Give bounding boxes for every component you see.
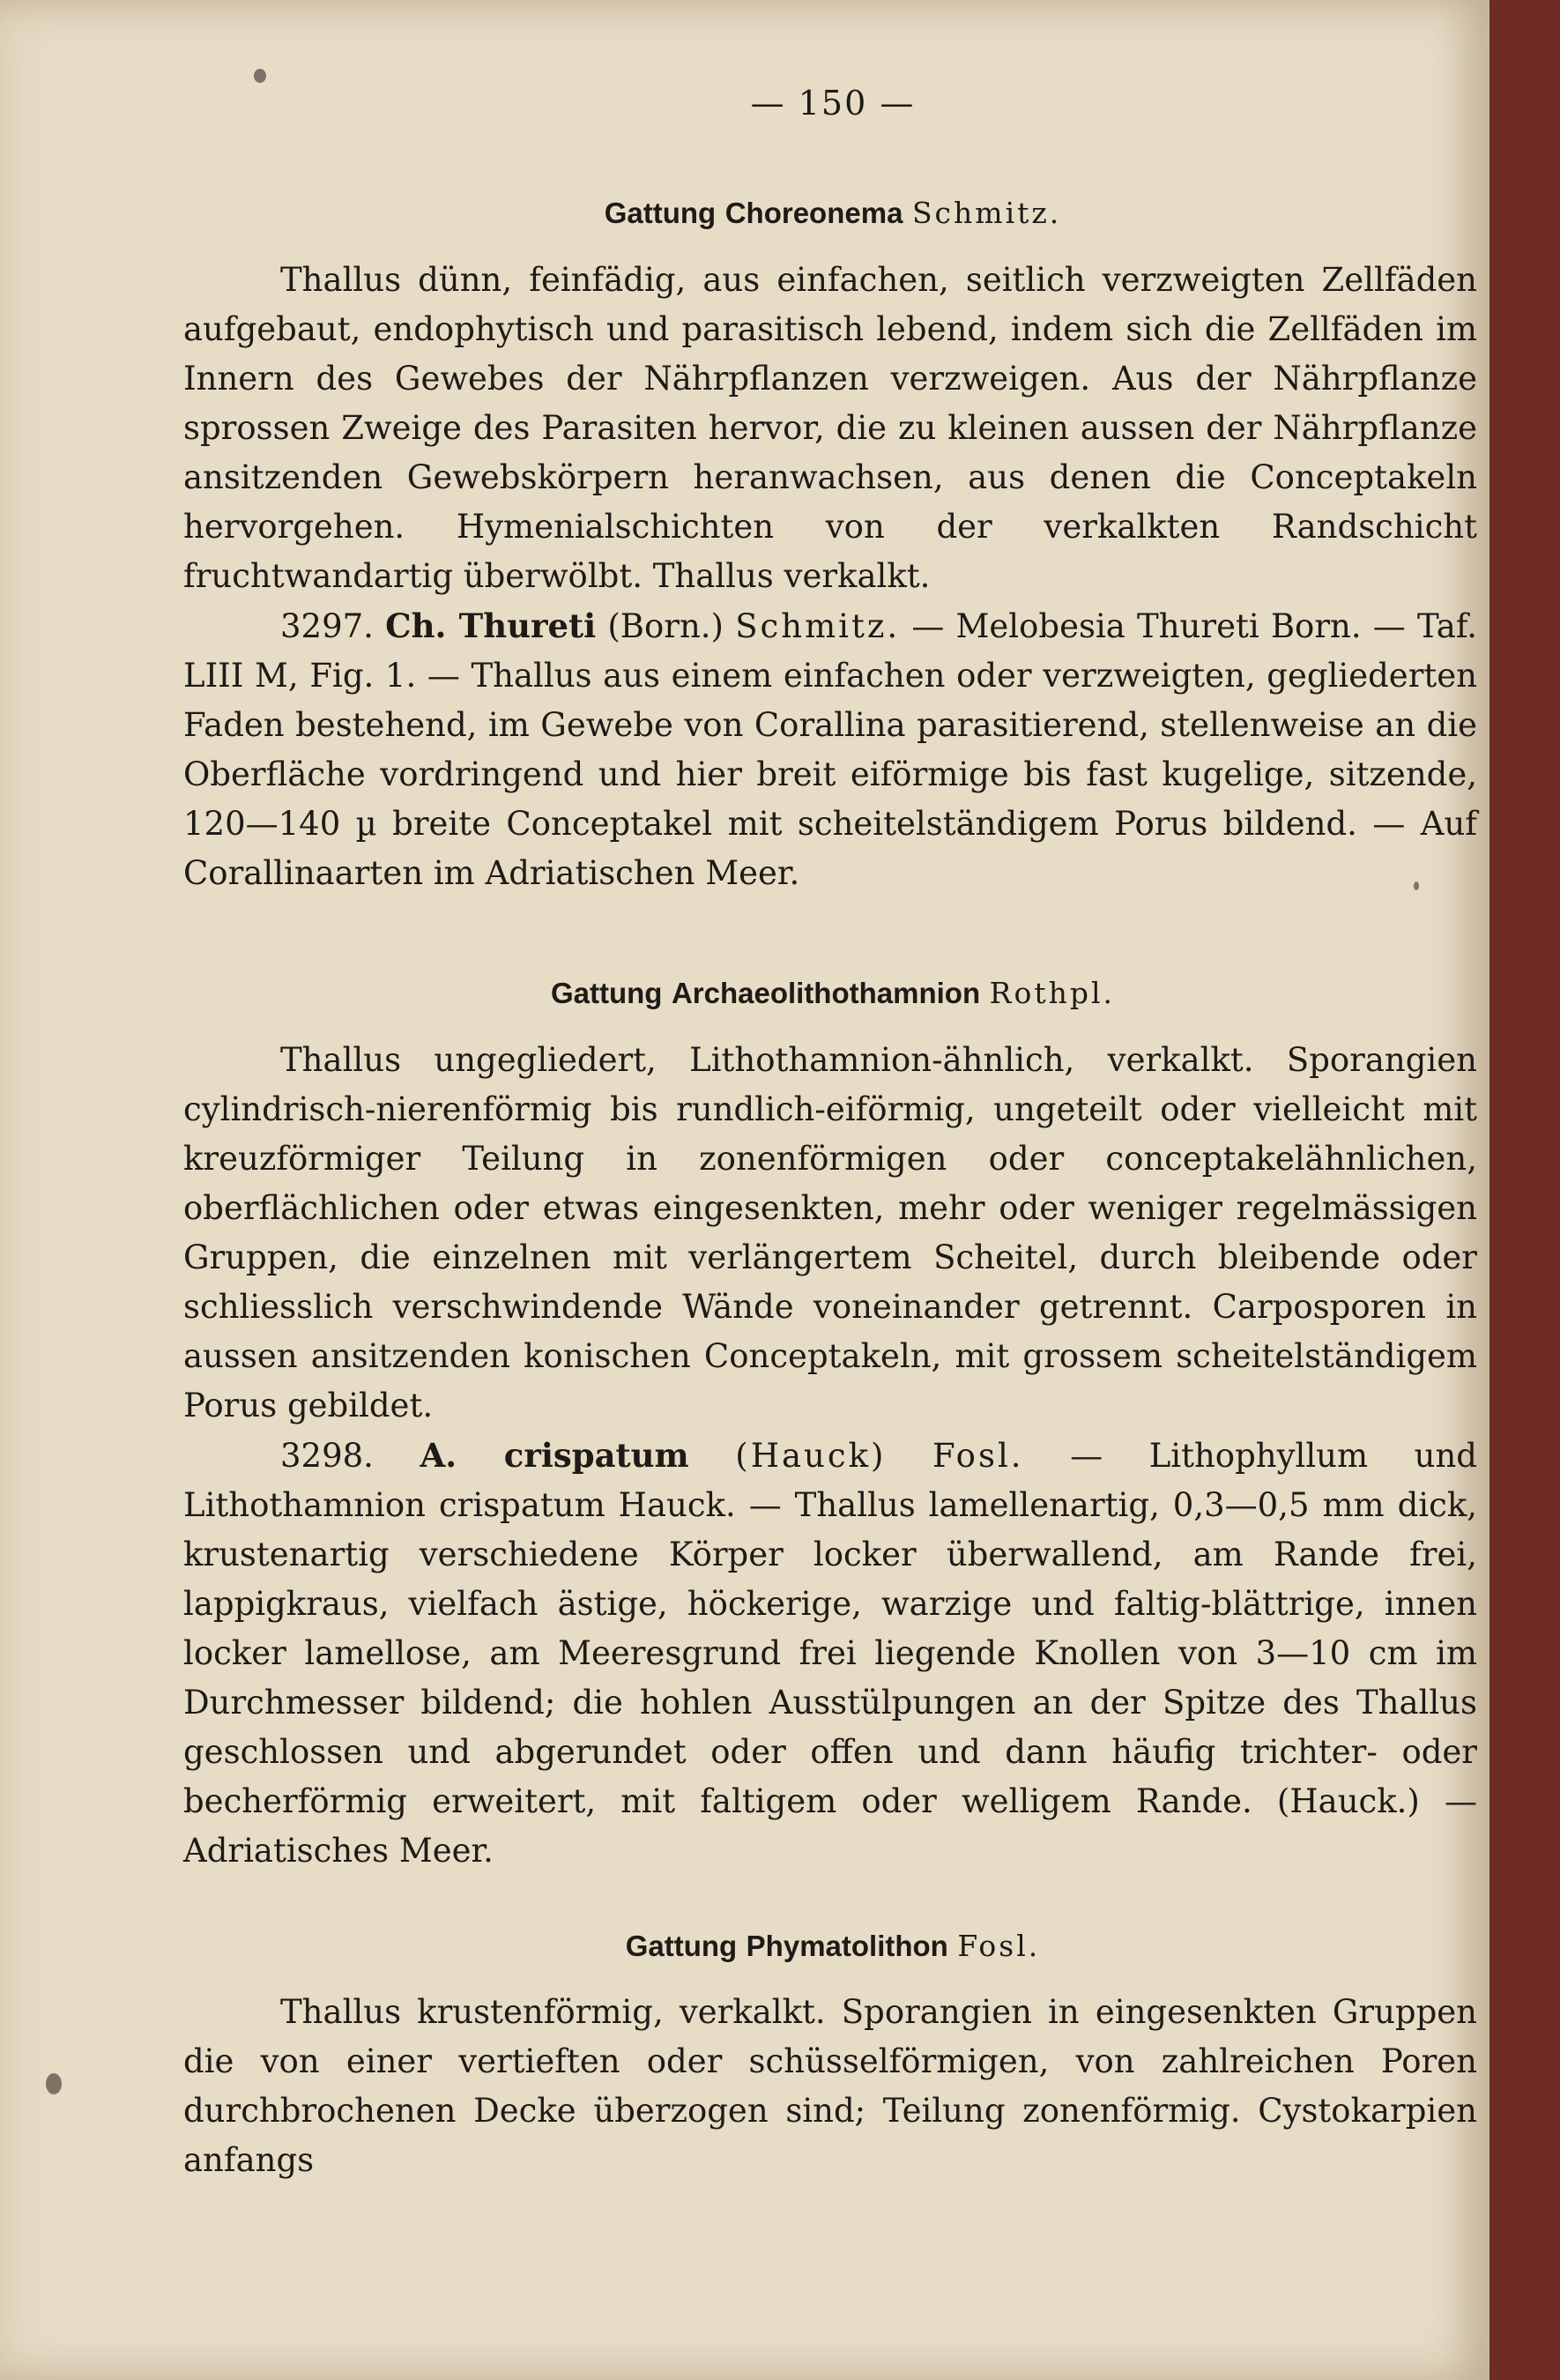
species-name: A. crispatum <box>420 1436 689 1475</box>
genus-heading-choreonema <box>0 196 1560 230</box>
genus-name: Choreonema <box>724 197 903 229</box>
genus-name: Archaeolithothamnion <box>671 977 981 1009</box>
genus-description: Thallus dünn, feinfädig, aus einfachen, seitlich verzweigten Zellfäden aufgebaut, endophytisch und parasitisch lebend, indem sich die Zellfäden im Innern des Gewebes der Nährpflanzen verzweigen. Aus der Nährpflanze sprossen Zweige des Parasiten hervor, die zu kleinen aussen der Nährpflanze ansitzenden Gewebskörpern heranwachsen, aus denen die Conceptakeln hervorgehen. Hymenialschichten von der verkalkten Randschicht fruchtwandartig überwölbt. Thallus verkalkt. <box>183 261 1477 595</box>
page-number: — 150 — <box>750 84 916 123</box>
species-number: 3297. <box>280 607 374 645</box>
species-name: Ch. Thureti <box>385 606 597 645</box>
species-author: Fosl. <box>932 1437 1024 1475</box>
section-choreonema <box>183 256 1477 898</box>
species-author: Schmitz. <box>735 607 901 645</box>
genus-name: Phymatolithon <box>746 1930 948 1962</box>
species-entry <box>183 1431 1477 1876</box>
genus-description: Thallus ungegliedert, Lithothamnion-ähnlich, verkalkt. Sporangien cylindrisch-nierenförmig bis rundlich-eiförmig, ungeteilt oder vielleicht mit kreuzförmiger Teilung in zonenförmigen oder conceptakelähnlichen, oberflächlichen oder etwas eingesenkten, mehr oder weniger regelmässigen Gruppen, die einzelnen mit verlängertem Scheitel, durch bleibende oder schliesslich verschwindende Wände voneinander getrennt. Carposporen in aussen ansitzenden konischen Conceptakeln, mit grossem scheitelständigem Porus gebildet. <box>183 1041 1477 1424</box>
genus-label: Gattung <box>550 977 663 1009</box>
paper-speck <box>46 2073 62 2094</box>
genus-label: Gattung <box>625 1930 738 1962</box>
section-archaeolithothamnion <box>183 1036 1477 1876</box>
genus-heading-phymatolithon <box>0 1929 1560 1963</box>
genus-description: Thallus krustenförmig, verkalkt. Sporangien in eingesenkten Gruppen die von einer vertieften oder schüsselförmigen, von zahlreichen Poren durchbrochenen Decke überzogen sind; Teilung zonenförmig. Cystokarpien anfangs <box>183 1993 1477 2179</box>
genus-author: Rothpl. <box>989 976 1116 1010</box>
genus-author: Schmitz. <box>911 196 1062 230</box>
species-authority: (Born.) <box>607 607 724 645</box>
paper-speck <box>254 69 266 83</box>
species-text: — Melobesia Thureti Born. — Taf. LIII M, Fig. 1. — Thallus aus einem einfachen oder verzweigten, gegliederten Faden bestehend, im Gewebe von Corallina parasitierend, stellenweise an die Oberfläche vordringend und hier breit eiförmige bis fast kugelige, sitzende, 120—140 µ breite Conceptakel mit scheitelständigem Porus bildend. — Auf Corallinaarten im Adriatischen Meer. <box>183 607 1477 892</box>
genus-heading-archaeolithothamnion <box>0 976 1560 1010</box>
section-phymatolithon <box>183 1988 1477 2185</box>
genus-label: Gattung <box>604 197 717 229</box>
genus-author: Fosl. <box>957 1929 1041 1963</box>
species-number: 3298. <box>280 1437 374 1475</box>
paper-speck <box>1414 881 1419 890</box>
species-authority: (Hauck) <box>735 1437 887 1475</box>
species-entry <box>183 601 1477 898</box>
species-text: — Lithophyllum und Lithothamnion crispatum Hauck. — Thallus lamellenartig, 0,3—0,5 mm dick, krustenartig verschiedene Körper locker überwallend, am Rande frei, lappigkraus, vielfach ästige, höckerige, warzige und faltig-blättrige, innen locker lamellose, am Meeresgrund frei liegende Knollen von 3—10 cm im Durchmesser bildend; die hohlen Ausstülpungen an der Spitze des Thallus geschlossen und abgerundet oder offen und dann häufig trichter- oder becherförmig erweitert, mit faltigem oder welligem Rande. (Hauck.) — Adriatisches Meer. <box>183 1437 1477 1870</box>
